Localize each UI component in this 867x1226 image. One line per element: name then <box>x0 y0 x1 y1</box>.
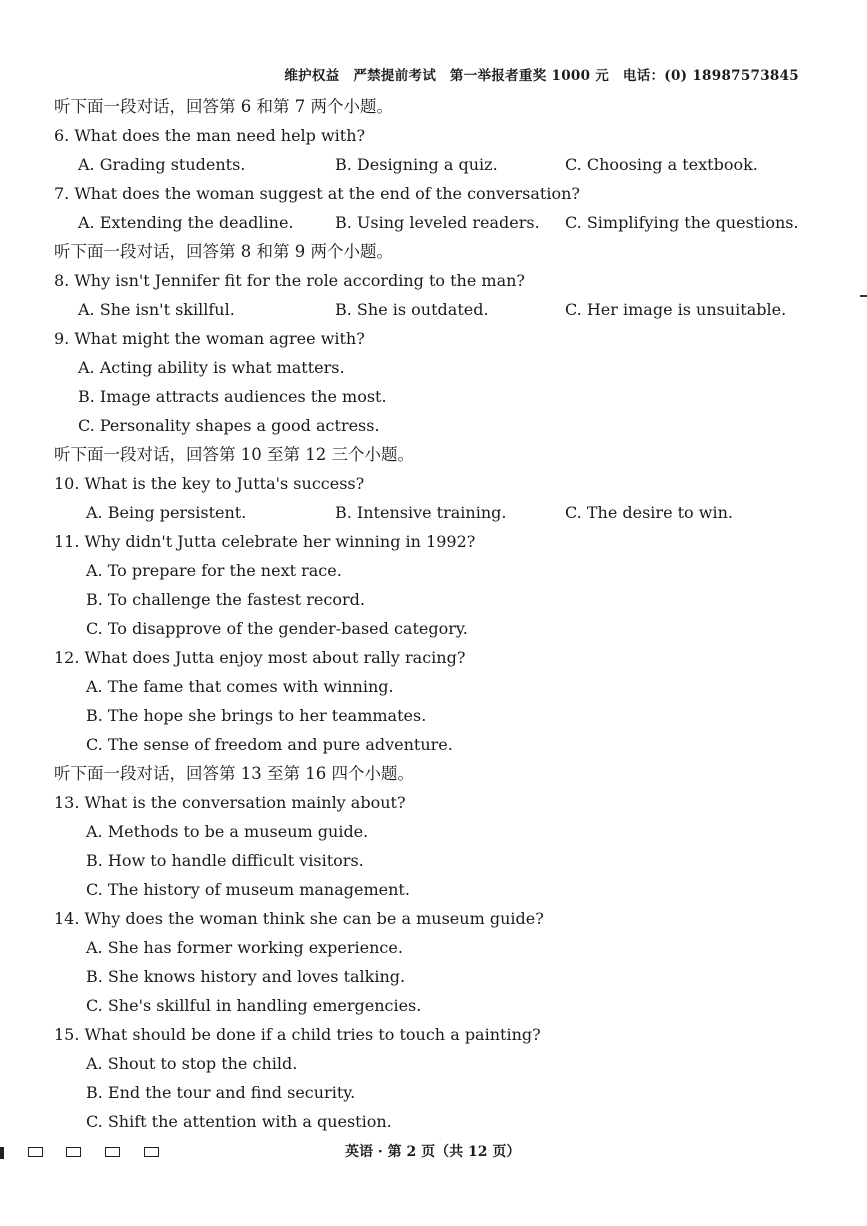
options-row <box>54 295 814 324</box>
question-number: 12. <box>54 648 80 667</box>
option-b[interactable]: B. Image attracts audiences the most. <box>78 387 387 406</box>
question-text: Why isn't Jennifer fit for the role according to the man? <box>74 271 525 290</box>
question-text: Why didn't Jutta celebrate her winning in 1992? <box>84 532 476 551</box>
question-stem <box>54 121 814 150</box>
option-c[interactable]: C. Her image is unsuitable. <box>565 300 787 319</box>
question-number: 7. <box>54 184 70 203</box>
question-stem <box>54 643 814 672</box>
question-stem <box>54 179 814 208</box>
question-number: 8. <box>54 271 70 290</box>
options-row <box>54 498 814 527</box>
answer-box <box>144 1147 159 1157</box>
question-stem <box>54 324 814 353</box>
section-heading: 听下面一段对话，回答第 6 和第 7 两个小题。 <box>54 97 393 116</box>
question-number: 6. <box>54 126 70 145</box>
option-c[interactable]: C. Choosing a textbook. <box>565 155 758 174</box>
option-b[interactable]: B. She knows history and loves talking. <box>86 967 406 986</box>
question-text: What does the man need help with? <box>74 126 366 145</box>
section-heading: 听下面一段对话，回答第 13 至第 16 四个小题。 <box>54 764 414 783</box>
question-number: 14. <box>54 909 80 928</box>
answer-box <box>105 1147 120 1157</box>
question-stem <box>54 469 814 498</box>
option-c[interactable]: C. The sense of freedom and pure adventure. <box>86 735 453 754</box>
option-b[interactable]: B. End the tour and find security. <box>86 1083 356 1102</box>
question-number: 11. <box>54 532 80 551</box>
question-text: What does Jutta enjoy most about rally racing? <box>84 648 466 667</box>
option-a[interactable]: A. Methods to be a museum guide. <box>86 822 369 841</box>
question-text: What is the conversation mainly about? <box>84 793 406 812</box>
question-text: What does the woman suggest at the end of the conversation? <box>74 184 580 203</box>
question-number: 10. <box>54 474 80 493</box>
question-text: What might the woman agree with? <box>74 329 365 348</box>
question-stem <box>54 904 814 933</box>
option-b[interactable]: B. She is outdated. <box>335 300 489 319</box>
option-a[interactable]: A. Grading students. <box>78 155 246 174</box>
question-number: 9. <box>54 329 70 348</box>
option-b[interactable]: B. How to handle difficult visitors. <box>86 851 364 870</box>
scan-edge-mark <box>860 295 867 297</box>
option-b[interactable]: B. Intensive training. <box>335 503 507 522</box>
section-heading: 听下面一段对话，回答第 10 至第 12 三个小题。 <box>54 445 414 464</box>
listening-questions <box>54 92 814 1136</box>
page-footer <box>0 1140 867 1164</box>
question-number: 15. <box>54 1025 80 1044</box>
option-c[interactable]: C. To disapprove of the gender-based category. <box>86 619 468 638</box>
options-row <box>54 150 814 179</box>
option-a[interactable]: A. Being persistent. <box>86 503 247 522</box>
option-a[interactable]: A. She isn't skillful. <box>78 300 235 319</box>
answer-box <box>66 1147 81 1157</box>
anti-cheating-header: 维护权益 严禁提前考试 第一举报者重奖 1000 元 电话：(0) 18987573845 <box>284 68 799 84</box>
option-b[interactable]: B. Designing a quiz. <box>335 155 498 174</box>
option-c[interactable]: C. Simplifying the questions. <box>565 213 799 232</box>
question-stem <box>54 527 814 556</box>
option-c[interactable]: C. The desire to win. <box>565 503 733 522</box>
question-text: Why does the woman think she can be a museum guide? <box>84 909 544 928</box>
option-a[interactable]: A. Shout to stop the child. <box>86 1054 298 1073</box>
question-text: What is the key to Jutta's success? <box>84 474 365 493</box>
option-c[interactable]: C. Shift the attention with a question. <box>86 1112 392 1131</box>
question-stem <box>54 788 814 817</box>
option-a[interactable]: A. To prepare for the next race. <box>86 561 342 580</box>
option-c[interactable]: C. Personality shapes a good actress. <box>78 416 380 435</box>
option-c[interactable]: C. The history of museum management. <box>86 880 410 899</box>
question-text: What should be done if a child tries to touch a painting? <box>84 1025 541 1044</box>
answer-box <box>28 1147 43 1157</box>
question-number: 13. <box>54 793 80 812</box>
option-b[interactable]: B. To challenge the fastest record. <box>86 590 365 609</box>
option-a[interactable]: A. Extending the deadline. <box>78 213 294 232</box>
alignment-mark <box>0 1147 4 1159</box>
option-a[interactable]: A. The fame that comes with winning. <box>86 677 394 696</box>
option-a[interactable]: A. She has former working experience. <box>86 938 403 957</box>
question-stem <box>54 266 814 295</box>
option-a[interactable]: A. Acting ability is what matters. <box>78 358 345 377</box>
page-number: 英语 · 第 2 页（共 12 页） <box>345 1144 521 1160</box>
section-heading: 听下面一段对话，回答第 8 和第 9 两个小题。 <box>54 242 393 261</box>
question-stem <box>54 1020 814 1049</box>
option-c[interactable]: C. She's skillful in handling emergencies. <box>86 996 422 1015</box>
option-b[interactable]: B. The hope she brings to her teammates. <box>86 706 427 725</box>
options-row <box>54 208 814 237</box>
option-b[interactable]: B. Using leveled readers. <box>335 213 540 232</box>
